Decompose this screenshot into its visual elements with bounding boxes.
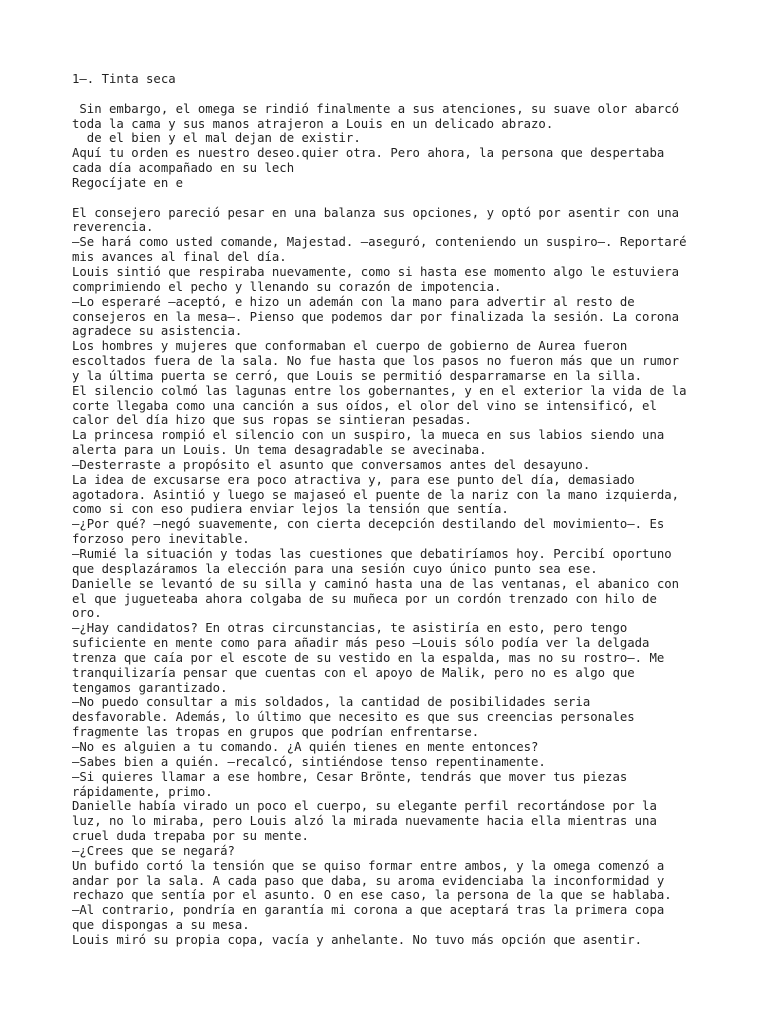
text-line: La idea de excusarse era poco atractiva y, para ese punto del día, demasiado xyxy=(72,472,635,487)
text-line: forzoso pero inevitable. xyxy=(72,532,250,547)
text-line: Danielle se levantó de su silla y caminó hasta una de las ventanas, el abanico con xyxy=(72,576,680,591)
text-line: comprimiendo el pecho y llenando su corazón de impotencia. xyxy=(72,279,502,294)
text-line: Los hombres y mujeres que conformaban el cuerpo de gobierno de Aurea fueron xyxy=(72,339,628,354)
text-line: Regocíjate en e xyxy=(72,175,184,190)
text-line: agotadora. Asintió y luego se majaseó el puente de la nariz con la mano izquierda, xyxy=(72,487,680,502)
text-line: —No puedo consultar a mis soldados, la cantidad de posibilidades seria xyxy=(72,695,591,710)
text-line: Aquí tu orden es nuestro deseo.quier otra. Pero ahora, la persona que despertaba xyxy=(72,146,665,161)
document-page xyxy=(72,72,712,948)
text-line: consejeros en la mesa—. Pienso que podemos dar por finalizada la sesión. La corona xyxy=(72,309,680,324)
blank-line xyxy=(72,87,712,102)
text-line: —¿Por qué? —negó suavemente, con cierta decepción destilando del movimiento—. Es xyxy=(72,517,665,532)
text-line: reverencia. xyxy=(72,220,154,235)
text-line: —Sabes bien a quién. —recalcó, sintiéndose tenso repentinamente. xyxy=(72,754,546,769)
text-line: oro. xyxy=(72,606,102,621)
text-line: andar por la sala. A cada paso que daba, su aroma evidenciaba la inconformidad y xyxy=(72,873,665,888)
text-line: y la última puerta se cerró, que Louis se permitió desparramarse en la silla. xyxy=(72,368,643,383)
text-line: La princesa rompió el silencio con un suspiro, la mueca en sus labios siendo una xyxy=(72,428,665,443)
text-line: rápidamente, primo. xyxy=(72,784,213,799)
text-line: que desplazáramos la elección para una sesión cuyo único punto sea ese. xyxy=(72,561,598,576)
text-line: El consejero pareció pesar en una balanza sus opciones, y optó por asentir con una xyxy=(72,205,680,220)
text-line: —¿Crees que se negará? xyxy=(72,843,235,858)
text-line: Un bufido cortó la tensión que se quiso formar entre ambos, y la omega comenzó a xyxy=(72,858,665,873)
text-line: escoltados fuera de la sala. No fue hasta que los pasos no fueron más que un rumor xyxy=(72,354,680,369)
text-line: —No es alguien a tu comando. ¿A quién tienes en mente entonces? xyxy=(72,739,539,754)
chapter-title: 1—. Tinta seca xyxy=(72,72,176,86)
text-line: cada día acompañado en su lech xyxy=(72,161,295,176)
text-line: rechazo que sentía por el asunto. O en ese caso, la persona de la que se hablaba. xyxy=(72,888,672,903)
text-line: corte llegaba como una canción a sus oídos, el olor del vino se intensificó, el xyxy=(72,398,657,413)
text-line: —Desterraste a propósito el asunto que conversamos antes del desayuno. xyxy=(72,457,591,472)
text-line: cruel duda trepaba por su mente. xyxy=(72,829,309,844)
text-line: como si con eso pudiera enviar lejos la tensión que sentía. xyxy=(72,502,509,517)
text-line: alerta para un Louis. Un tema desagradable se avecinaba. xyxy=(72,443,487,458)
text-line: Louis sintió que respiraba nuevamente, como si hasta ese momento algo le estuviera xyxy=(72,264,680,279)
text-line: mis avances al final del día. xyxy=(72,250,287,265)
text-line: fragmente las tropas en grupos que podrían enfrentarse. xyxy=(72,725,480,740)
text-line: —Si quieres llamar a ese hombre, Cesar Brönte, tendrás que mover tus piezas xyxy=(72,769,628,784)
text-line: —Rumié la situación y todas las cuestiones que debatiríamos hoy. Percibí oportuno xyxy=(72,547,672,561)
text-line: Sin embargo, el omega se rindió finalmente a sus atenciones, su suave olor abarcó xyxy=(72,101,680,116)
text-line: —Se hará como usted comande, Majestad. —aseguró, conteniendo un suspiro—. Reportaré xyxy=(72,235,687,250)
text-line: Louis miró su propia copa, vacía y anhelante. No tuvo más opción que asentir. xyxy=(72,932,643,947)
text-line: el que jugueteaba ahora colgaba de su muñeca por un cordón trenzado con hilo de xyxy=(72,591,657,606)
text-line: que dispongas a su mesa. xyxy=(72,918,250,933)
text-line: trenza que caía por el escote de su vestido en la espalda, mas no su rostro—. Me xyxy=(72,650,665,665)
text-line: Danielle había virado un poco el cuerpo, su elegante perfil recortándose por la xyxy=(72,799,657,814)
text-line: El silencio colmó las lagunas entre los gobernantes, y en el exterior la vida de la xyxy=(72,383,687,398)
text-line: tranquilizaría pensar que cuentas con el apoyo de Malik, pero no es algo que xyxy=(72,665,635,680)
text-line: calor del día hizo que sus ropas se sintieran pesadas. xyxy=(72,413,472,428)
text-line: luz, no lo miraba, pero Louis alzó la mirada nuevamente hacia ella mientras una xyxy=(72,814,657,829)
text-line: desfavorable. Además, lo último que necesito es que sus creencias personales xyxy=(72,710,635,725)
text-line: —Lo esperaré —aceptó, e hizo un ademán con la mano para advertir al resto de xyxy=(72,294,635,309)
text-line: —¿Hay candidatos? En otras circunstancias, te asistiría en esto, pero tengo xyxy=(72,621,628,636)
text-line: suficiente en mente como para añadir más peso —Louis sólo podía ver la delgada xyxy=(72,636,650,651)
text-line: toda la cama y sus manos atrajeron a Louis en un delicado abrazo. xyxy=(72,116,554,131)
text-line: —Al contrario, pondría en garantía mi corona a que aceptará tras la primera copa xyxy=(72,903,665,918)
text-line: agradece su asistencia. xyxy=(72,324,243,339)
text-line: de el bien y el mal dejan de existir. xyxy=(72,131,361,146)
blank-line xyxy=(72,191,712,206)
text-line: tengamos garantizado. xyxy=(72,680,228,695)
